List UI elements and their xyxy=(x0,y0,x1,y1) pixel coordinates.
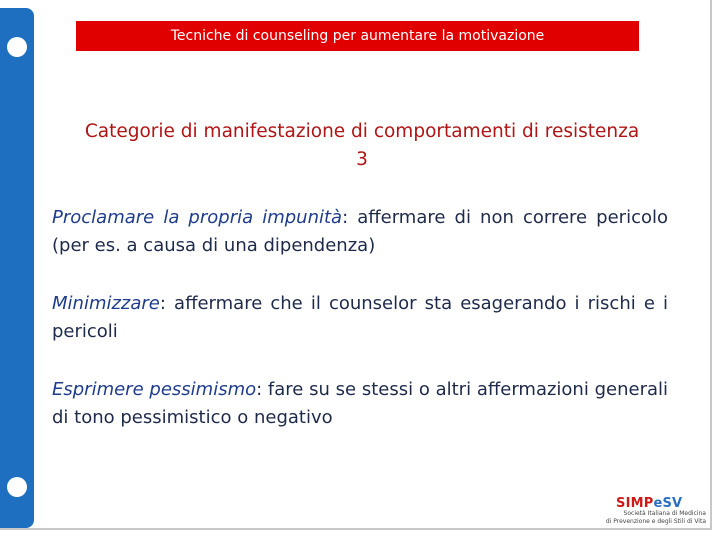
logo-name-suffix: eSV xyxy=(653,496,683,511)
simpesv-logo xyxy=(594,496,706,530)
title-banner: Tecniche di counseling per aumentare la motivazione xyxy=(76,21,639,51)
section-heading xyxy=(52,118,672,174)
heading-line-2: 3 xyxy=(356,149,368,170)
logo-name xyxy=(616,496,682,511)
heading-line-1: Categorie di manifestazione di comportamenti di resistenza xyxy=(84,121,640,142)
text-pessimism: : fare su se stessi o altri affermazioni generali di tono pessimistico o negativo xyxy=(52,379,668,428)
term-pessimism: Esprimere pessimismo xyxy=(52,379,257,400)
text-impunity: : affermare di non correre pericolo (per es. a causa di una dipendenza) xyxy=(52,207,669,256)
top-dot-icon xyxy=(7,37,27,57)
text-minimize: : affermare che il counselor sta esagerando i rischi e i pericoli xyxy=(52,293,668,342)
logo-subtitle-line-2: di Prevenzione e degli Stili di Vita xyxy=(605,517,706,525)
logo-subtitle-line-1: Società Italiana di Medicina xyxy=(623,510,706,517)
term-impunity: Proclamare la propria impunità xyxy=(52,207,343,228)
paragraph-minimize xyxy=(52,290,668,346)
bottom-dot-icon xyxy=(7,477,27,497)
side-bar xyxy=(0,8,34,528)
paragraph-pessimism xyxy=(52,376,668,432)
paragraph-impunity xyxy=(52,204,668,260)
logo-name-main: SIMP xyxy=(616,496,654,511)
term-minimize: Minimizzare xyxy=(52,293,160,314)
logo-subtitle xyxy=(594,510,706,525)
